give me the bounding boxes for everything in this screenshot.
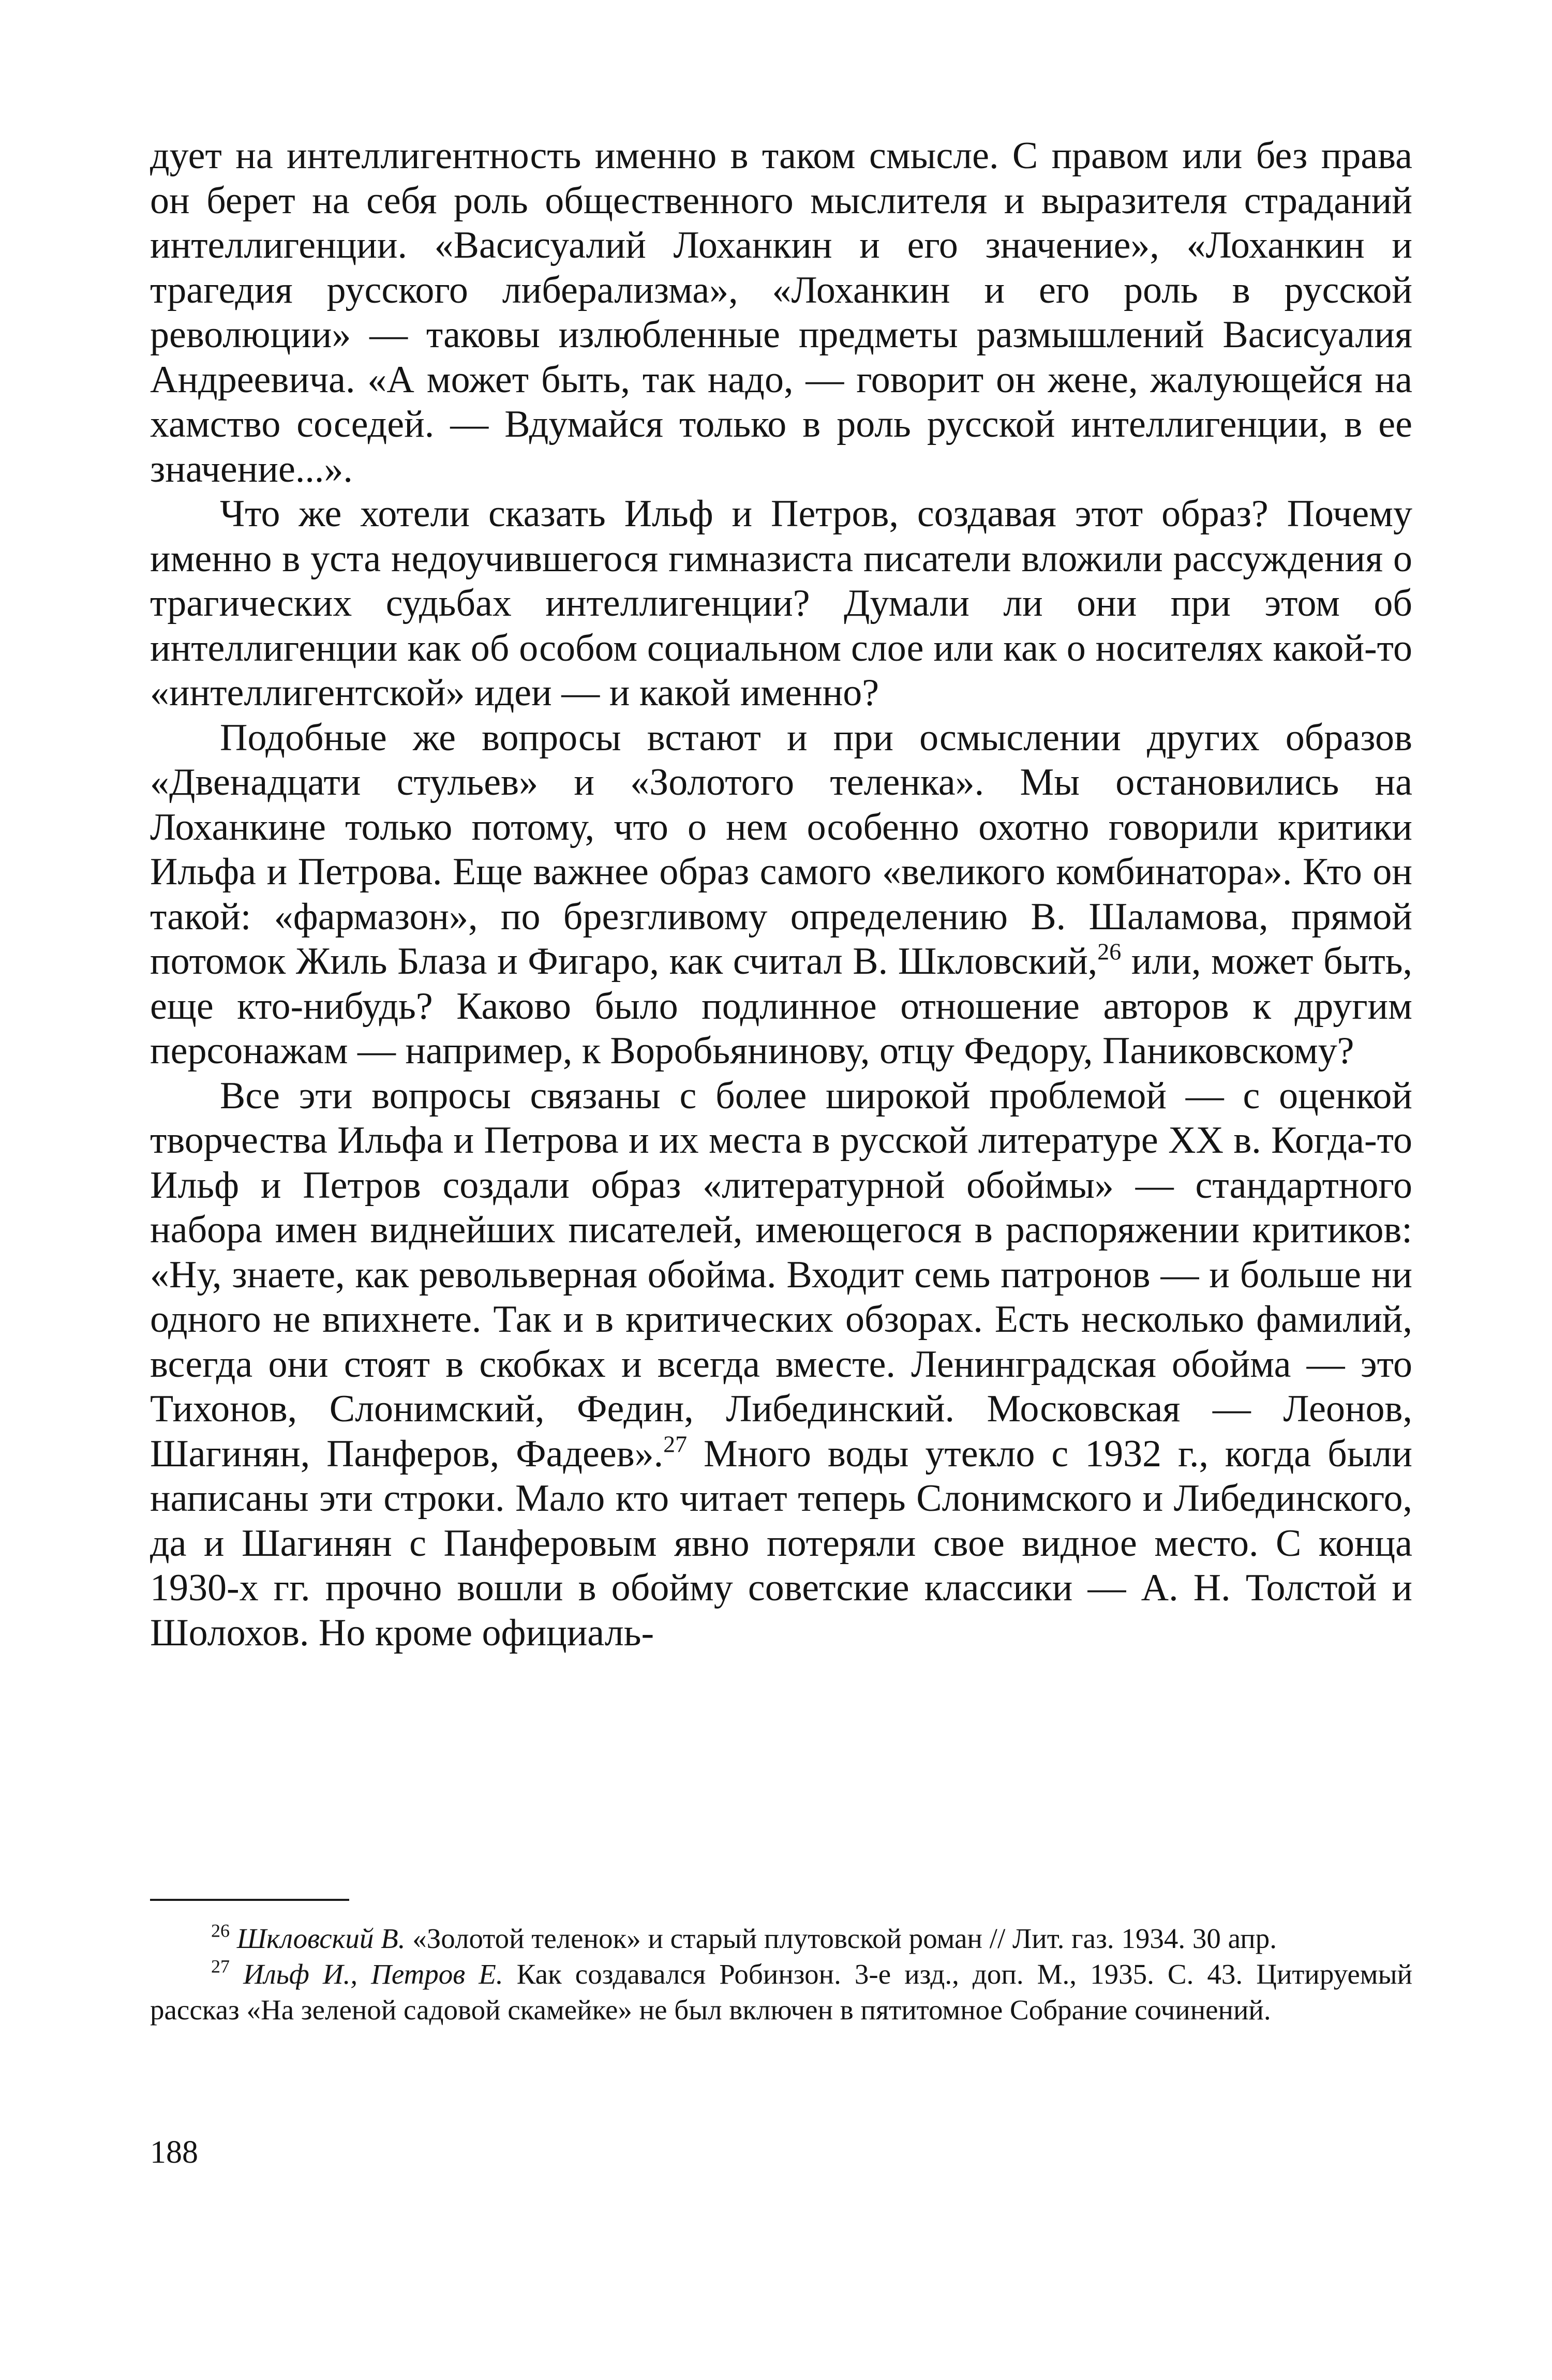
paragraph-1: дует на интеллигентность именно в таком смысле. С правом или без права он берет на себя роль общественного мыслителя и выразителя страданий интеллигенции. «Васисуалий Лоханкин и его значение», «Лоханкин и трагедия русского либерализма», «Лоханкин и его роль в русской революции» — таковы излюбленные предметы размышлений Васисуалия Андреевича. «А может быть, так надо, — говорит он жене, жалующейся на хамство соседей. — Вдумайся только в роль русской интеллигенции, в ее значение...».: [150, 135, 1412, 490]
footnote-26: [150, 1921, 1412, 1956]
paragraph-3-text-start: Подобные же вопросы встают и при осмыслении других образов «Двенадцати стульев» и «Золотого теленка». Мы остановились на Лоханкине только потому, что о нем особенно охотно говорили критики Ильфа и Петрова. Еще важнее образ самого «великого комбинатора». Кто он такой: «фармазон», по брезгливому определению В. Шаламова, прямой потомок Жиль Блаза и Фигаро, как считал В. Шкловский,: [150, 716, 1412, 983]
footnote-ref-27: 27: [663, 1430, 688, 1457]
footnote-number: 26: [211, 1920, 230, 1941]
footnote-27: [150, 1956, 1412, 2028]
paragraph-4-text-start: Все эти вопросы связаны с более широкой проблемой — с оценкой творчества Ильфа и Петрова и их места в русской литературе XX в. Когда-то Ильф и Петров создали образ «литературной обоймы» — стандартного набора имен виднейших писателей, имеющегося в распоряжении критиков: «Ну, знаете, как револьверная обойма. Входит семь патронов — и больше ни одного не впихнете. Так и в критических обзорах. Есть несколько фамилий, всегда они стоят в скобках и всегда вместе. Ленинградская обойма — это Тихонов, Слонимский, Федин, Либединский. Московская — Леонов, Шагинян, Панферов, Фадеев».: [150, 1074, 1412, 1475]
paragraph-2: Что же хотели сказать Ильф и Петров, создавая этот образ? Почему именно в уста недоучившегося гимназиста писатели вложили рассуждения о трагических судьбах интеллигенции? Думали ли они при этом об интеллигенции как об особом социальном слое или как о носителях какой-то «интеллигентской» идеи — и какой именно?: [150, 493, 1412, 714]
footnote-ref-26: 26: [1097, 938, 1122, 965]
paragraph-3-text-end: или, может быть, еще кто-нибудь? Каково было подлинное отношение авторов к другим персонажам — например, к Воробьянинову, отцу Федору, Паниковскому?: [150, 940, 1412, 1072]
footnotes: [150, 1921, 1412, 2028]
footnote-text: Как создавался Робинзон. 3-е изд., доп. М., 1935. С. 43. Цитируемый рассказ «На зеленой садовой скамейке» не был включен в пятитомное Собрание сочинений.: [150, 1958, 1412, 2026]
footnote-author: Шкловский В.: [236, 1923, 406, 1954]
paragraph-4: [150, 1074, 1412, 1656]
footnote-text: «Золотой теленок» и старый плутовской роман // Лит. газ. 1934. 30 апр.: [405, 1923, 1277, 1954]
footnote-number: 27: [211, 1956, 230, 1977]
footnote-separator: [150, 1899, 349, 1901]
body-text: [150, 133, 1412, 1655]
page-number: 188: [150, 2135, 198, 2170]
paragraph-3: [150, 716, 1412, 1074]
paragraph-4-text-end: Много воды утекло с 1932 г., когда были написаны эти строки. Мало кто читает теперь Слонимского и Либединского, да и Шагинян с Панферовым явно потеряли свое видное место. С конца 1930-х гг. прочно вошли в обойму советские классики — А. Н. Толстой и Шолохов. Но кроме официаль-: [150, 1432, 1412, 1654]
footnote-author: Ильф И., Петров Е.: [243, 1958, 503, 1990]
